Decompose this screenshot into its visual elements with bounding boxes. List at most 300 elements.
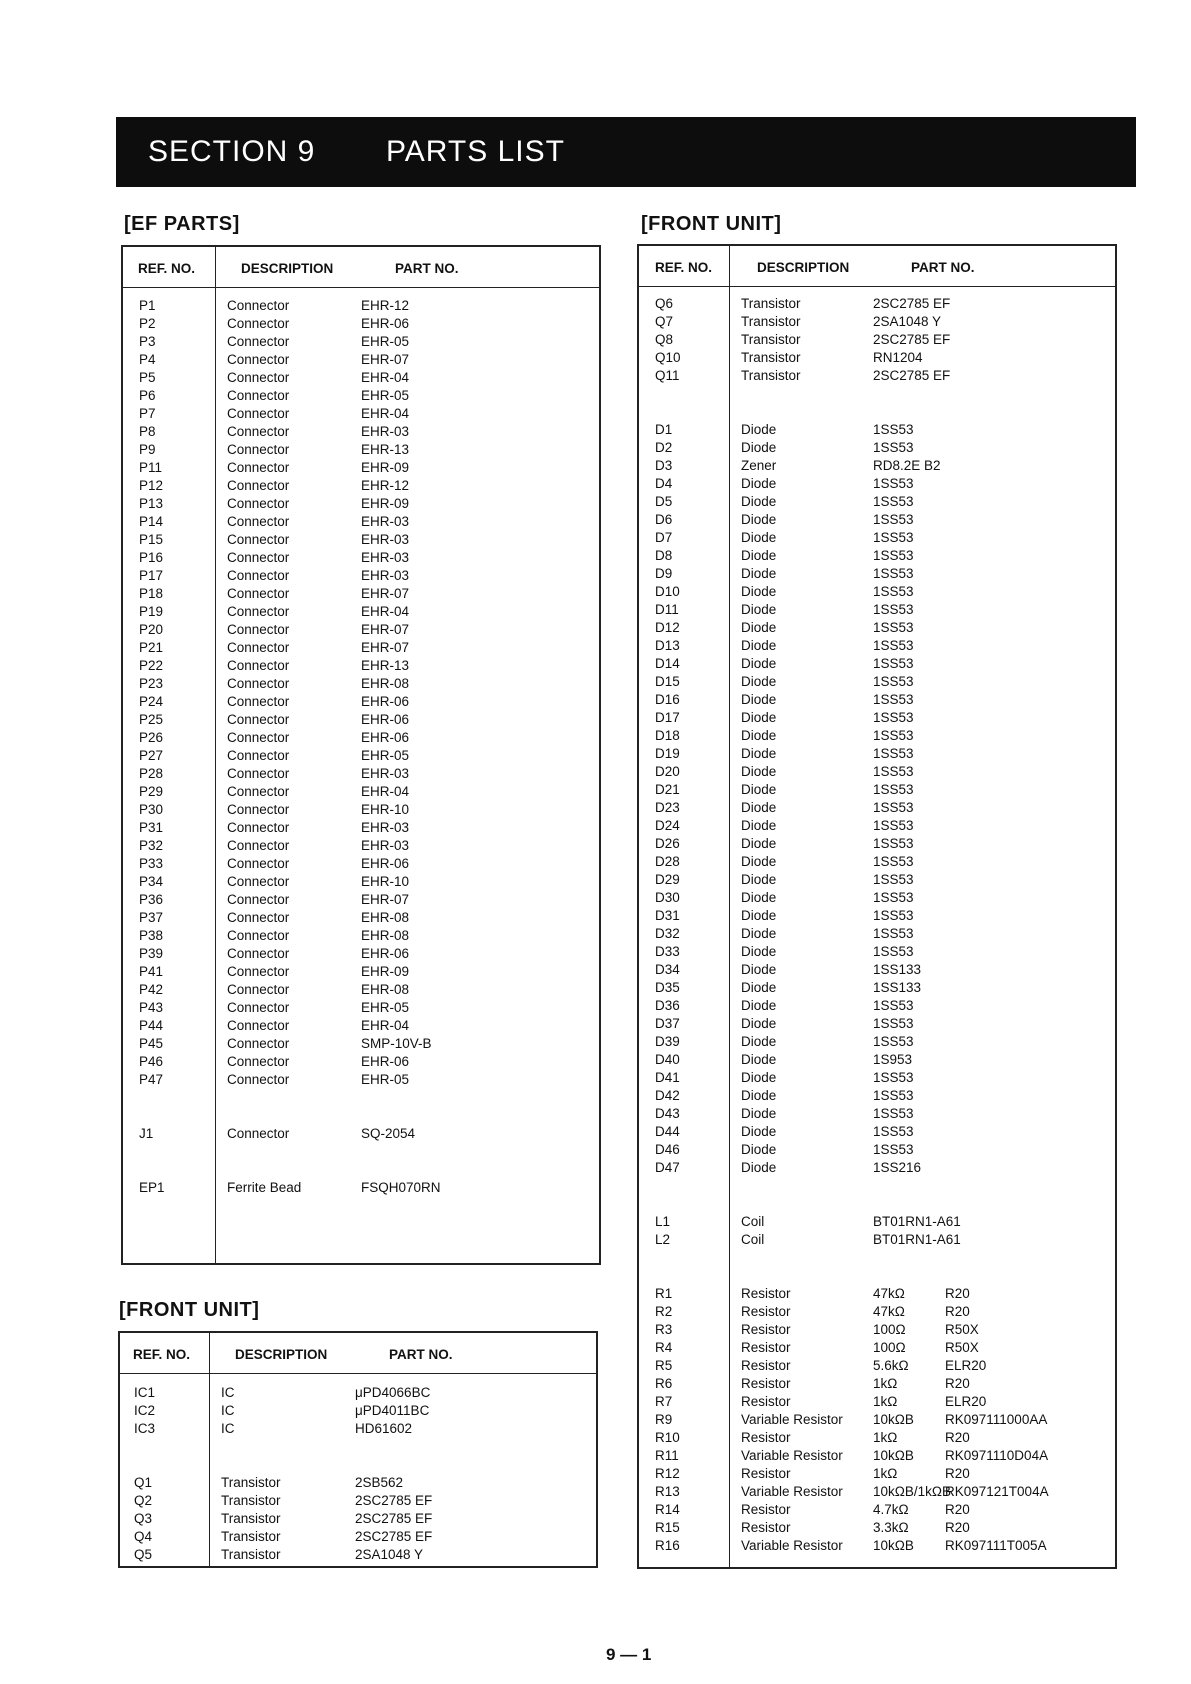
part-no-cell: 1SS53 (873, 872, 914, 887)
description-cell: Connector (227, 550, 290, 565)
part-no-cell: 1SS53 (873, 584, 914, 599)
ref-cell: Q5 (134, 1547, 153, 1562)
ref-cell: R10 (655, 1430, 680, 1445)
table-row (639, 818, 1115, 836)
ref-cell: P19 (139, 604, 164, 619)
part-no-cell: FSQH070RN (361, 1180, 441, 1195)
spacer-row (639, 1196, 1115, 1214)
ref-cell: D3 (655, 458, 673, 473)
ref-cell: D11 (655, 602, 679, 617)
part-no-cell: EHR-04 (361, 370, 410, 385)
part-no-extra-cell: R20 (945, 1520, 970, 1535)
table-row (123, 748, 599, 766)
description-cell: Resistor (741, 1466, 791, 1481)
part-no-extra-cell: RK097111T005A (945, 1538, 1047, 1553)
table-row (123, 712, 599, 730)
table-row (639, 1538, 1115, 1556)
part-no-cell: 1kΩ (873, 1430, 898, 1445)
header-ref-no: REF. NO. (133, 1347, 191, 1362)
part-no-cell: 1SS216 (873, 1160, 922, 1175)
description-cell: Connector (227, 784, 290, 799)
ref-cell: P25 (139, 712, 164, 727)
ref-cell: R5 (655, 1358, 673, 1373)
table-row (123, 892, 599, 910)
description-cell: Connector (227, 406, 290, 421)
table-row (639, 1214, 1115, 1232)
ref-cell: D41 (655, 1070, 680, 1085)
table-row (123, 1000, 599, 1018)
spacer-row (123, 1144, 599, 1162)
description-cell: Connector (227, 1000, 290, 1015)
table-row (639, 674, 1115, 692)
part-no-cell: EHR-03 (361, 550, 410, 565)
part-no-cell: 1SS53 (873, 620, 914, 635)
ref-cell: D8 (655, 548, 673, 563)
table-row (123, 352, 599, 370)
table-row (639, 692, 1115, 710)
spacer-row (123, 1108, 599, 1126)
table-row (123, 838, 599, 856)
part-no-cell: EHR-03 (361, 532, 410, 547)
part-no-cell: EHR-13 (361, 658, 410, 673)
part-no-cell: 1SS53 (873, 782, 914, 797)
part-no-extra-cell: R20 (945, 1430, 970, 1445)
description-cell: Diode (741, 728, 777, 743)
table-row (120, 1529, 596, 1547)
ref-cell: Q7 (655, 314, 674, 329)
ref-cell: P6 (139, 388, 156, 403)
description-cell: Diode (741, 1106, 777, 1121)
ref-cell: D4 (655, 476, 673, 491)
description-cell: Diode (741, 980, 777, 995)
description-cell: Connector (227, 496, 290, 511)
description-cell: Diode (741, 890, 777, 905)
description-cell: Connector (227, 586, 290, 601)
description-cell: IC (221, 1385, 235, 1400)
ref-cell: EP1 (139, 1180, 165, 1195)
description-cell: Connector (227, 1036, 290, 1051)
table-row (639, 746, 1115, 764)
part-no-cell: EHR-10 (361, 874, 410, 889)
part-no-cell: 1SS53 (873, 746, 914, 761)
table-row (123, 442, 599, 460)
part-no-cell: EHR-10 (361, 802, 410, 817)
part-no-cell: 1SS53 (873, 1034, 914, 1049)
table-row (123, 658, 599, 676)
part-no-cell: EHR-03 (361, 766, 410, 781)
description-cell: Diode (741, 548, 777, 563)
part-no-cell: EHR-08 (361, 982, 410, 997)
ref-cell: P23 (139, 676, 164, 691)
table-row (639, 548, 1115, 566)
description-cell: Diode (741, 674, 777, 689)
part-no-cell: 10kΩB/1kΩB (873, 1484, 951, 1499)
description-cell: Diode (741, 638, 777, 653)
table-row (120, 1547, 596, 1565)
ref-cell: R1 (655, 1286, 673, 1301)
ref-cell: Q3 (134, 1511, 153, 1526)
front-unit-right-table (637, 244, 1117, 1569)
ref-cell: R16 (655, 1538, 680, 1553)
header-description: DESCRIPTION (757, 260, 850, 275)
table-row (123, 1126, 599, 1144)
description-cell: Connector (227, 352, 290, 367)
part-no-cell: 1SS53 (873, 1070, 914, 1085)
part-no-cell: EHR-04 (361, 406, 410, 421)
description-cell: Diode (741, 872, 777, 887)
ref-cell: P33 (139, 856, 164, 871)
ref-cell: D44 (655, 1124, 680, 1139)
ref-cell: D21 (655, 782, 680, 797)
table-row (123, 334, 599, 352)
ref-cell: D16 (655, 692, 680, 707)
table-row (639, 854, 1115, 872)
part-no-cell: EHR-08 (361, 910, 410, 925)
table-row (639, 980, 1115, 998)
part-no-cell: 1SS53 (873, 566, 914, 581)
part-no-extra-cell: R20 (945, 1286, 970, 1301)
ef-parts-title: [EF PARTS] (124, 213, 240, 235)
part-no-cell: EHR-05 (361, 1000, 410, 1015)
description-cell: Diode (741, 782, 777, 797)
table-row (123, 982, 599, 1000)
table-row (639, 1160, 1115, 1178)
description-cell: Resistor (741, 1394, 791, 1409)
ref-cell: D7 (655, 530, 673, 545)
ref-cell: P29 (139, 784, 164, 799)
description-cell: Diode (741, 620, 777, 635)
ref-cell: D43 (655, 1106, 680, 1121)
part-no-cell: EHR-09 (361, 496, 410, 511)
ref-cell: J1 (139, 1126, 154, 1141)
part-no-cell: 1SS53 (873, 926, 914, 941)
ref-cell: Q4 (134, 1529, 153, 1544)
ref-cell: P32 (139, 838, 164, 853)
description-cell: Transistor (221, 1529, 281, 1544)
part-no-cell: 100Ω (873, 1340, 906, 1355)
description-cell: Connector (227, 424, 290, 439)
part-no-cell: EHR-06 (361, 694, 410, 709)
description-cell: Diode (741, 692, 777, 707)
table-row (639, 1232, 1115, 1250)
description-cell: Connector (227, 622, 290, 637)
part-no-cell: 1SS53 (873, 800, 914, 815)
part-no-cell: 1SS53 (873, 692, 914, 707)
part-no-extra-cell: ELR20 (945, 1394, 987, 1409)
ref-cell: P22 (139, 658, 164, 673)
table-row (123, 622, 599, 640)
table-row (639, 476, 1115, 494)
ref-cell: D10 (655, 584, 680, 599)
table-row (123, 1018, 599, 1036)
description-cell: Resistor (741, 1322, 791, 1337)
table-row (123, 730, 599, 748)
description-cell: Transistor (221, 1493, 281, 1508)
part-no-extra-cell: R20 (945, 1502, 970, 1517)
table-row (123, 496, 599, 514)
ref-cell: D36 (655, 998, 680, 1013)
ref-cell: Q11 (655, 368, 680, 383)
description-cell: Connector (227, 820, 290, 835)
description-cell: Zener (741, 458, 777, 473)
part-no-cell: 1SS53 (873, 908, 914, 923)
ref-cell: P45 (139, 1036, 164, 1051)
ref-cell: Q1 (134, 1475, 153, 1490)
part-no-extra-cell: ELR20 (945, 1358, 987, 1373)
part-no-cell: 1SS53 (873, 1106, 914, 1121)
part-no-cell: EHR-03 (361, 820, 410, 835)
ref-cell: D37 (655, 1016, 680, 1031)
ref-cell: P2 (139, 316, 156, 331)
table-row (123, 784, 599, 802)
ref-cell: D26 (655, 836, 680, 851)
table-row (639, 1034, 1115, 1052)
description-cell: Diode (741, 566, 777, 581)
description-cell: Connector (227, 964, 290, 979)
part-no-cell: 2SA1048 Y (873, 314, 942, 329)
table-row (639, 440, 1115, 458)
description-cell: Resistor (741, 1502, 791, 1517)
description-cell: Diode (741, 800, 777, 815)
description-cell: Diode (741, 1160, 777, 1175)
table-row (639, 1502, 1115, 1520)
ref-cell: R9 (655, 1412, 673, 1427)
section-banner (116, 117, 1136, 187)
part-no-cell: 1SS53 (873, 998, 914, 1013)
description-cell: Connector (227, 1126, 290, 1141)
description-cell: Coil (741, 1232, 765, 1247)
part-no-cell: 2SC2785 EF (355, 1493, 433, 1508)
description-cell: Connector (227, 388, 290, 403)
ref-cell: P15 (139, 532, 164, 547)
part-no-extra-cell: R50X (945, 1340, 979, 1355)
part-no-cell: 2SC2785 EF (355, 1529, 433, 1544)
description-cell: Connector (227, 658, 290, 673)
ref-cell: P5 (139, 370, 156, 385)
part-no-cell: 1SS53 (873, 890, 914, 905)
part-no-cell: 2SC2785 EF (873, 296, 951, 311)
table-row (120, 1385, 596, 1403)
ref-cell: R15 (655, 1520, 680, 1535)
table-row (639, 962, 1115, 980)
description-cell: Transistor (741, 296, 801, 311)
ref-cell: P9 (139, 442, 156, 457)
description-cell: Variable Resistor (741, 1448, 843, 1463)
part-no-cell: EHR-04 (361, 784, 410, 799)
table-row (123, 1054, 599, 1072)
ef-parts-table (121, 245, 601, 1265)
description-cell: Connector (227, 514, 290, 529)
ref-cell: P41 (139, 964, 164, 979)
ref-cell: P11 (139, 460, 163, 475)
part-no-cell: 1kΩ (873, 1376, 898, 1391)
description-cell: Diode (741, 656, 777, 671)
description-cell: Connector (227, 982, 290, 997)
table-row (123, 856, 599, 874)
table-row (123, 586, 599, 604)
description-cell: Transistor (741, 314, 801, 329)
table-row (120, 1403, 596, 1421)
ref-cell: P37 (139, 910, 164, 925)
table-row (639, 1286, 1115, 1304)
description-cell: Diode (741, 854, 777, 869)
ref-cell: D15 (655, 674, 680, 689)
header-ref-no: REF. NO. (138, 261, 196, 276)
ref-cell: D13 (655, 638, 680, 653)
ref-cell: R4 (655, 1340, 673, 1355)
spacer-row (639, 1268, 1115, 1286)
part-no-cell: 1SS53 (873, 548, 914, 563)
description-cell: Transistor (221, 1547, 281, 1562)
ref-cell: Q2 (134, 1493, 153, 1508)
ref-cell: P46 (139, 1054, 164, 1069)
table-row (639, 620, 1115, 638)
part-no-cell: 2SA1048 Y (355, 1547, 424, 1562)
table-row (639, 1448, 1115, 1466)
description-cell: Connector (227, 316, 290, 331)
table-row (123, 766, 599, 784)
ref-cell: P30 (139, 802, 164, 817)
description-cell: Connector (227, 604, 290, 619)
section-title: PARTS LIST (386, 135, 565, 168)
part-no-cell: 1SS53 (873, 710, 914, 725)
description-cell: Connector (227, 460, 290, 475)
ref-cell: R14 (655, 1502, 680, 1517)
ref-cell: R6 (655, 1376, 673, 1391)
table-row (123, 802, 599, 820)
part-no-extra-cell: R20 (945, 1466, 970, 1481)
table-row (639, 1376, 1115, 1394)
description-cell: Transistor (741, 350, 801, 365)
table-row (639, 458, 1115, 476)
part-no-cell: μPD4066BC (355, 1385, 431, 1400)
ref-cell: R11 (655, 1448, 679, 1463)
ref-cell: P20 (139, 622, 164, 637)
part-no-cell: HD61602 (355, 1421, 413, 1436)
table-row (123, 1180, 599, 1198)
part-no-cell: EHR-04 (361, 1018, 410, 1033)
part-no-cell: 1SS53 (873, 818, 914, 833)
description-cell: Diode (741, 602, 777, 617)
header-part-no: PART NO. (395, 261, 459, 276)
table-row (639, 890, 1115, 908)
table-row (639, 314, 1115, 332)
description-cell: Connector (227, 946, 290, 961)
description-cell: Resistor (741, 1358, 791, 1373)
ref-cell: R13 (655, 1484, 680, 1499)
table-row (123, 424, 599, 442)
page-number: 9 — 1 (606, 1645, 652, 1664)
front-unit-left-rows (120, 1385, 596, 1565)
part-no-cell: EHR-07 (361, 352, 410, 367)
part-no-cell: 2SC2785 EF (355, 1511, 433, 1526)
ref-cell: D6 (655, 512, 673, 527)
ref-cell: P4 (139, 352, 156, 367)
ref-cell: Q6 (655, 296, 674, 311)
table-row (120, 1511, 596, 1529)
description-cell: Diode (741, 818, 777, 833)
description-cell: IC (221, 1421, 235, 1436)
description-cell: Diode (741, 1052, 777, 1067)
spacer-row (120, 1457, 596, 1475)
spacer-row (123, 1090, 599, 1108)
ref-cell: P34 (139, 874, 164, 889)
table-row (639, 638, 1115, 656)
part-no-cell: EHR-03 (361, 838, 410, 853)
part-no-cell: SMP-10V-B (361, 1036, 432, 1051)
table-row (639, 800, 1115, 818)
ref-cell: D24 (655, 818, 680, 833)
description-cell: Connector (227, 766, 290, 781)
ref-cell: P47 (139, 1072, 164, 1087)
part-no-cell: EHR-05 (361, 334, 410, 349)
part-no-cell: 1SS53 (873, 1142, 914, 1157)
header-part-no: PART NO. (389, 1347, 453, 1362)
table-row (639, 656, 1115, 674)
part-no-cell: EHR-09 (361, 964, 410, 979)
table-row (123, 388, 599, 406)
part-no-cell: 47kΩ (873, 1286, 905, 1301)
part-no-cell: 1SS53 (873, 944, 914, 959)
table-row (639, 368, 1115, 386)
description-cell: Diode (741, 494, 777, 509)
ref-cell: Q8 (655, 332, 674, 347)
ref-cell: P12 (139, 478, 164, 493)
table-row (123, 1072, 599, 1090)
table-row (639, 1142, 1115, 1160)
ref-cell: P27 (139, 748, 164, 763)
table-row (639, 944, 1115, 962)
table-row (639, 728, 1115, 746)
table-row (639, 998, 1115, 1016)
ref-cell: P44 (139, 1018, 164, 1033)
description-cell: Connector (227, 928, 290, 943)
ref-cell: P36 (139, 892, 164, 907)
part-no-cell: EHR-05 (361, 748, 410, 763)
table-row (123, 946, 599, 964)
description-cell: Diode (741, 422, 777, 437)
part-no-cell: 1SS53 (873, 476, 914, 491)
ref-cell: R12 (655, 1466, 680, 1481)
description-cell: Connector (227, 298, 290, 313)
ref-cell: P14 (139, 514, 164, 529)
part-no-cell: EHR-08 (361, 928, 410, 943)
table-row (123, 640, 599, 658)
description-cell: Coil (741, 1214, 765, 1229)
front-unit-left-table (118, 1331, 598, 1568)
description-cell: Diode (741, 962, 777, 977)
ref-cell: D32 (655, 926, 680, 941)
part-no-cell: 1SS53 (873, 530, 914, 545)
table-row (639, 1412, 1115, 1430)
part-no-cell: EHR-13 (361, 442, 410, 457)
table-row (639, 494, 1115, 512)
part-no-cell: EHR-06 (361, 712, 410, 727)
header-description: DESCRIPTION (241, 261, 334, 276)
description-cell: Connector (227, 838, 290, 853)
part-no-cell: BT01RN1-A61 (873, 1232, 961, 1247)
description-cell: Connector (227, 874, 290, 889)
table-row (639, 422, 1115, 440)
table-row (639, 782, 1115, 800)
table-row (639, 1052, 1115, 1070)
part-no-extra-cell: R20 (945, 1304, 970, 1319)
part-no-cell: 1SS53 (873, 440, 914, 455)
description-cell: Diode (741, 836, 777, 851)
part-no-cell: EHR-07 (361, 640, 410, 655)
ref-cell: D5 (655, 494, 673, 509)
table-row (123, 676, 599, 694)
